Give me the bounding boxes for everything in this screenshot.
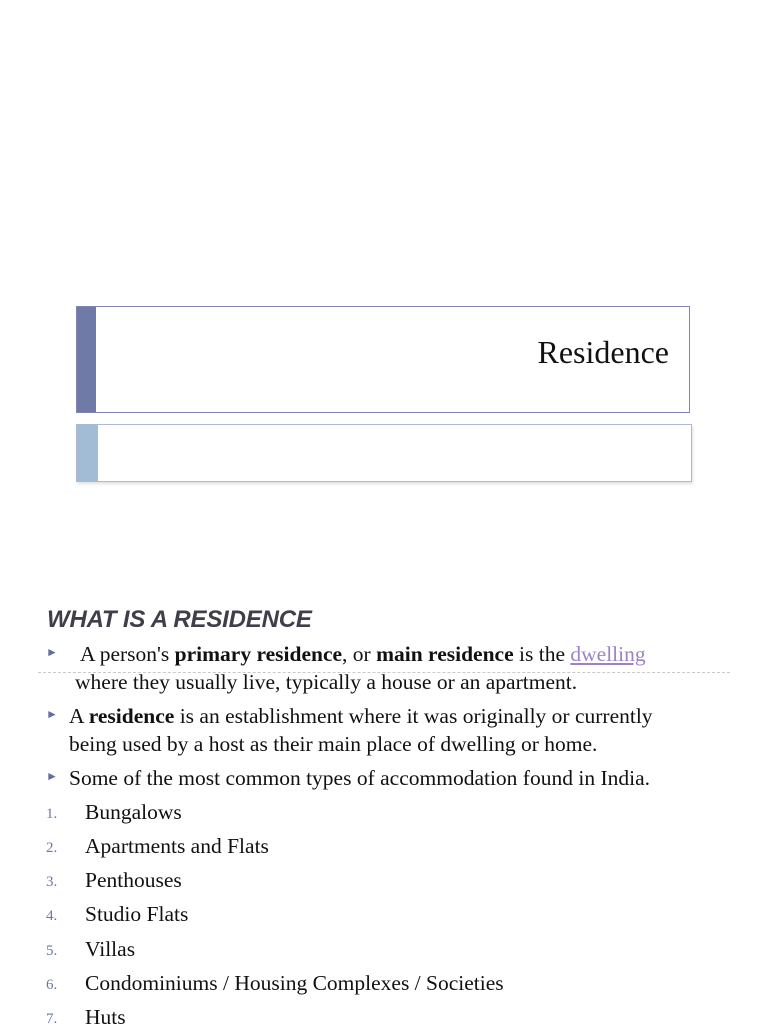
bullet-2-text: A (69, 704, 89, 728)
list-item: Huts (85, 1005, 126, 1029)
list-number: 1. (46, 806, 58, 822)
slide-title: Residence (537, 334, 669, 370)
bullet-1-text: A person's (80, 642, 175, 666)
bullet-2-line-2: being used by a host as their main place of dwelling or home. (69, 732, 598, 756)
bullet-1-line-1 (80, 640, 646, 668)
list-number: 4. (46, 908, 58, 924)
list-number: 6. (46, 977, 58, 993)
list-item: Studio Flats (85, 902, 189, 926)
bullet-2-bold: residence (88, 704, 175, 728)
bullet-2-line-1 (69, 702, 653, 730)
bullet-1-bold-main: main residence (376, 642, 514, 666)
title-accent-bar (77, 307, 96, 412)
list-item: Penthouses (85, 868, 182, 892)
bullet-3: Some of the most common types of accommodation found in India. (69, 766, 650, 790)
title-box (76, 306, 690, 413)
list-number: 7. (46, 1011, 58, 1027)
dwelling-link[interactable]: dwelling (570, 642, 646, 666)
bullet-1-bold-primary: primary residence (174, 642, 343, 666)
bullet-1-text-mid: , or (342, 642, 377, 666)
list-item: Apartments and Flats (85, 834, 269, 858)
list-item: Bungalows (85, 800, 182, 824)
bullet-arrow-icon: ► (46, 707, 58, 721)
list-number: 3. (46, 874, 58, 890)
section-heading: WHAT IS A RESIDENCE (47, 606, 312, 633)
list-number: 2. (46, 840, 58, 856)
list-item: Villas (85, 937, 136, 961)
bullet-1-text-post: is the (513, 642, 571, 666)
list-item: Condominiums / Housing Complexes / Societies (85, 971, 504, 995)
list-number: 5. (46, 943, 58, 959)
bullet-2-text-post: is an establishment where it was originally or currently (174, 704, 653, 728)
bullet-arrow-icon: ► (46, 769, 58, 783)
subtitle-accent-bar (77, 425, 98, 481)
subtitle-box (76, 424, 692, 482)
bullet-1-line-2: where they usually live, typically a house or an apartment. (75, 670, 578, 694)
bullet-arrow-icon: ► (46, 645, 58, 659)
